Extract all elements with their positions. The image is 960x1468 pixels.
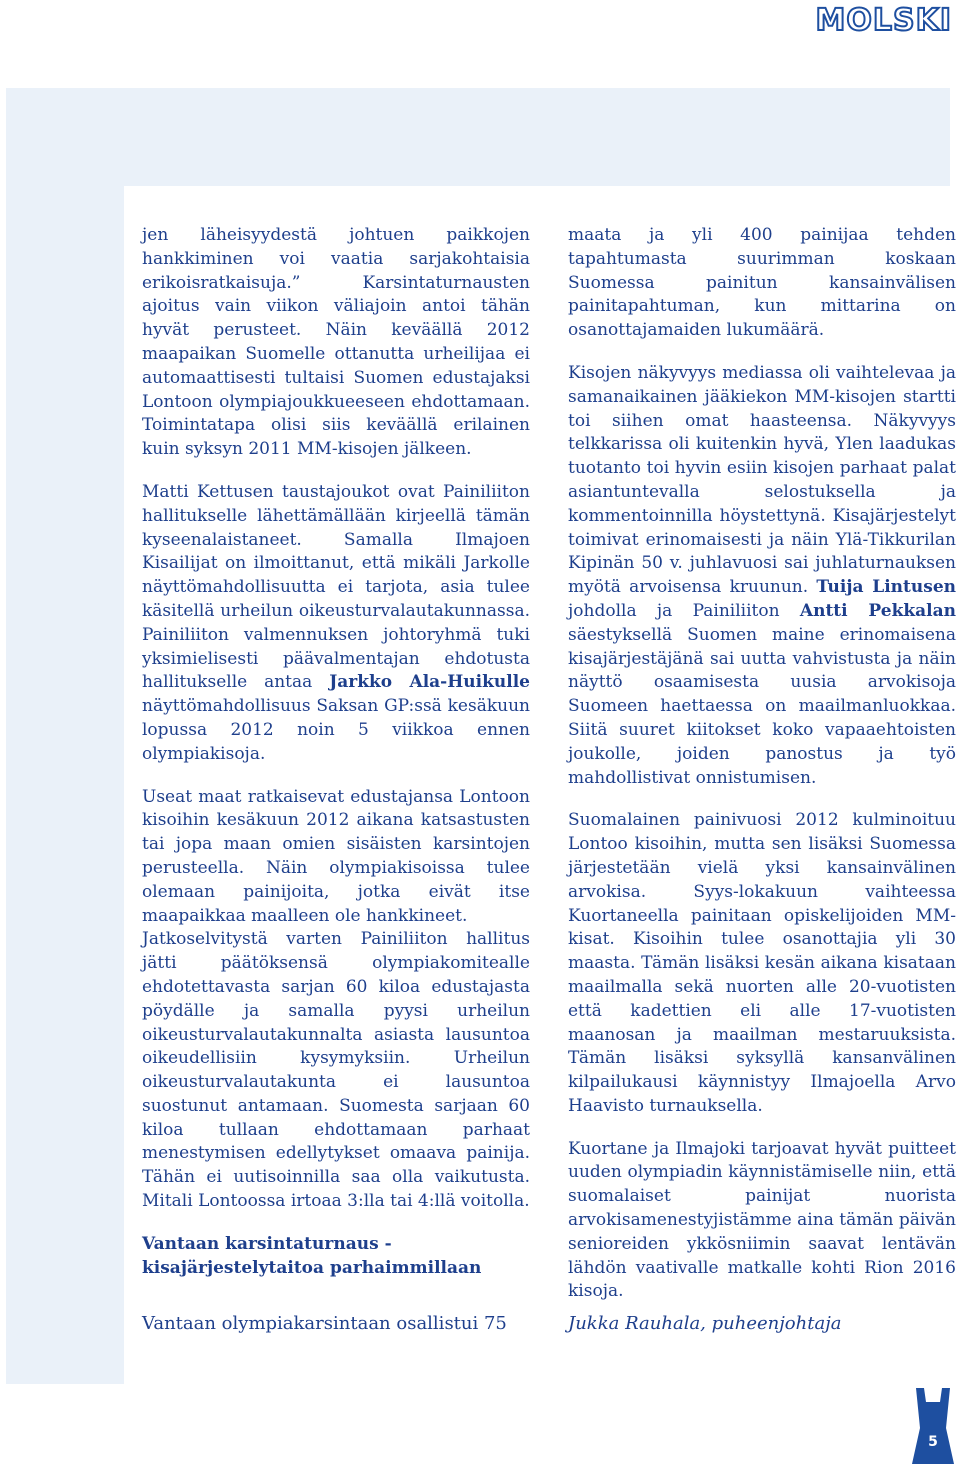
text-run: säestyksellä Suomen maine erinomaisena kisajärjestäjänä sai uutta vahvistusta ja näin näyttö osaamisesta uusia arvokisoja Suomeen haettaessa on maailmanluokkaa. Siitä suuret kiitokset koko vapaaehtoisten joukolle, joiden panostus ja työ mahdollistivat onnistumisen. bbox=[568, 624, 956, 788]
text-run: johdolla ja Painiliiton bbox=[568, 600, 800, 621]
paragraph: maata ja yli 400 painijaa tehden tapahtumasta suurimman koskaan Suomessa painitun kansainvälisen painitapahtuman, kun mittarina on osanottajamaiden lukumäärä. bbox=[568, 225, 956, 341]
bold-name: Tuija Lintusen bbox=[816, 577, 956, 598]
paragraph: jen läheisyydestä johtuen paikkojen hankkiminen voi vaatia sarjakohtaisia erikoisratkaisuja.” Karsintaturnausten ajoitus vain viikon väliajoin antoi tähän hyvät perusteet. Näin keväällä 2012 maapaikan Suomelle ottanutta urheilijaa ei automaattisesti tultaisi Suomen edustajaksi Lontoon olympiajoukkueeseen ehdottamaan. Toimintatapa olisi siis keväällä erilainen kuin syksyn 2011 MM-kisojen jälkeen. bbox=[142, 225, 530, 460]
paragraph: Useat maat ratkaisevat edustajansa Lontoon kisoihin kesäkuun 2012 aikana katsastusten tai jopa maan omien sisäisten karsintojen perusteella. Näin olympiakisoissa tulee olemaan painijoita, jotka eivät itse maapaikkaa maalleen ole hankkineet. bbox=[142, 786, 530, 926]
paragraph: Jatkoselvitystä varten Painiliiton hallitus jätti päätöksensä olympiakomitealle ehdotettavasta sarjan 60 kiloa edustajasta pöydälle ja samalla pyysi urheilun oikeusturvalautakunnalta asiasta lausuntoa oikeudellisiin kysymyksiin. Urheilun oikeusturvalautakunta ei lausuntoa suostunut antamaan. Suomesta sarjaan 60 kiloa tullaan ehdottamaan parhaat menestymisen edellytykset omaava painija. Tähän ei uutisoinnilla saa olla vaikutusta. Mitali Lontoossa irtoaa 3:lla tai 4:llä voitolla. bbox=[142, 929, 530, 1212]
bold-name: Jarkko Ala-Huikulle bbox=[329, 672, 530, 693]
heading-line: Vantaan karsintaturnaus - bbox=[142, 1233, 392, 1254]
bold-name: Antti Pekkalan bbox=[799, 600, 956, 621]
paragraph: Vantaan olympiakarsintaan osallistui 75 bbox=[142, 1313, 507, 1334]
signature: Jukka Rauhala, puheenjohtaja bbox=[568, 1313, 842, 1334]
left-column bbox=[142, 224, 530, 1299]
paragraph bbox=[142, 481, 530, 767]
heading-line: kisajärjestelytaitoa parhaimmillaan bbox=[142, 1257, 482, 1278]
paragraph: Kuortane ja Ilmajoki tarjoavat hyvät puitteet uuden olympiadin käynnistämiselle niin, että suomalaiset painijat nuorista arvokisamenestyjistämme aina tämän päivän senioreiden ykkösniimin saavat lentävän lähdön vaativalle matkalle kohti Rion 2016 kisoja. bbox=[568, 1138, 956, 1302]
molski-logo: MOLSKI bbox=[815, 3, 952, 38]
text-run: Matti Kettusen taustajoukot ovat Painiliiton hallitukselle lähettämällään kirjeellä tämän kyseenalaistaneet. Samalla Ilmajoen Kisailijat on ilmoittanut, että mikäli Jarkolle näyttömahdollisuutta ei tarjota, asia tulee käsitellä urheilun oikeusturvalautakunnassa. Painiliiton valmennuksen johtoryhmä tuki yksimielisesti päävalmentajan ehdotusta hallitukselle antaa bbox=[142, 481, 530, 693]
page-number: 5 bbox=[928, 1434, 938, 1450]
page-number-badge bbox=[910, 1388, 956, 1464]
text-run: Kisojen näkyvyys mediassa oli vaihtelevaa ja samanaikainen jääkiekon MM-kisojen startti toi siihen omat haasteensa. Näkyvyys telkkarissa oli kuitenkin hyvä, Ylen laadukas tuotanto toi hyvin esiin kisojen parhaat palat asiantuntevalla selostuksella ja kommentoinnilla höystettynä. Kisajärjestelyt toimivat erinomaisesti ja näin Ylä-Tikkurilan Kipinän 50 v. juhlavuosi sai juhlaturnauksen myötä arvoisensa kruunun. bbox=[568, 362, 956, 598]
section-heading bbox=[142, 1233, 530, 1281]
wrestler-icon bbox=[910, 1388, 956, 1464]
right-column bbox=[568, 224, 956, 1323]
text-run: näyttömahdollisuus Saksan GP:ssä kesäkuun lopussa 2012 noin 5 viikkoa ennen olympiakisoja. bbox=[142, 696, 530, 764]
paragraph: Suomalainen painivuosi 2012 kulminoituu Lontoo kisoihin, mutta sen lisäksi Suomessa järjestetään vielä yksi kansainvälinen arvokisa. Syys-lokakuun vaihteessa Kuortaneella painitaan opiskelijoiden MM-kisat. Kisoihin tulee osanottajia yli 30 maasta. Tämän lisäksi kesän aikana kisataan maailmalla sekä nuorten alle 20-vuotisten että kadettien eli alle 17-vuotisten maanosan ja maailman mestaruuksista. Tämän lisäksi syksyllä kansanvälinen kilpailukausi käynnistyy Ilmajoella Arvo Haavisto turnauksella. bbox=[568, 810, 956, 1116]
paragraph bbox=[568, 362, 956, 790]
